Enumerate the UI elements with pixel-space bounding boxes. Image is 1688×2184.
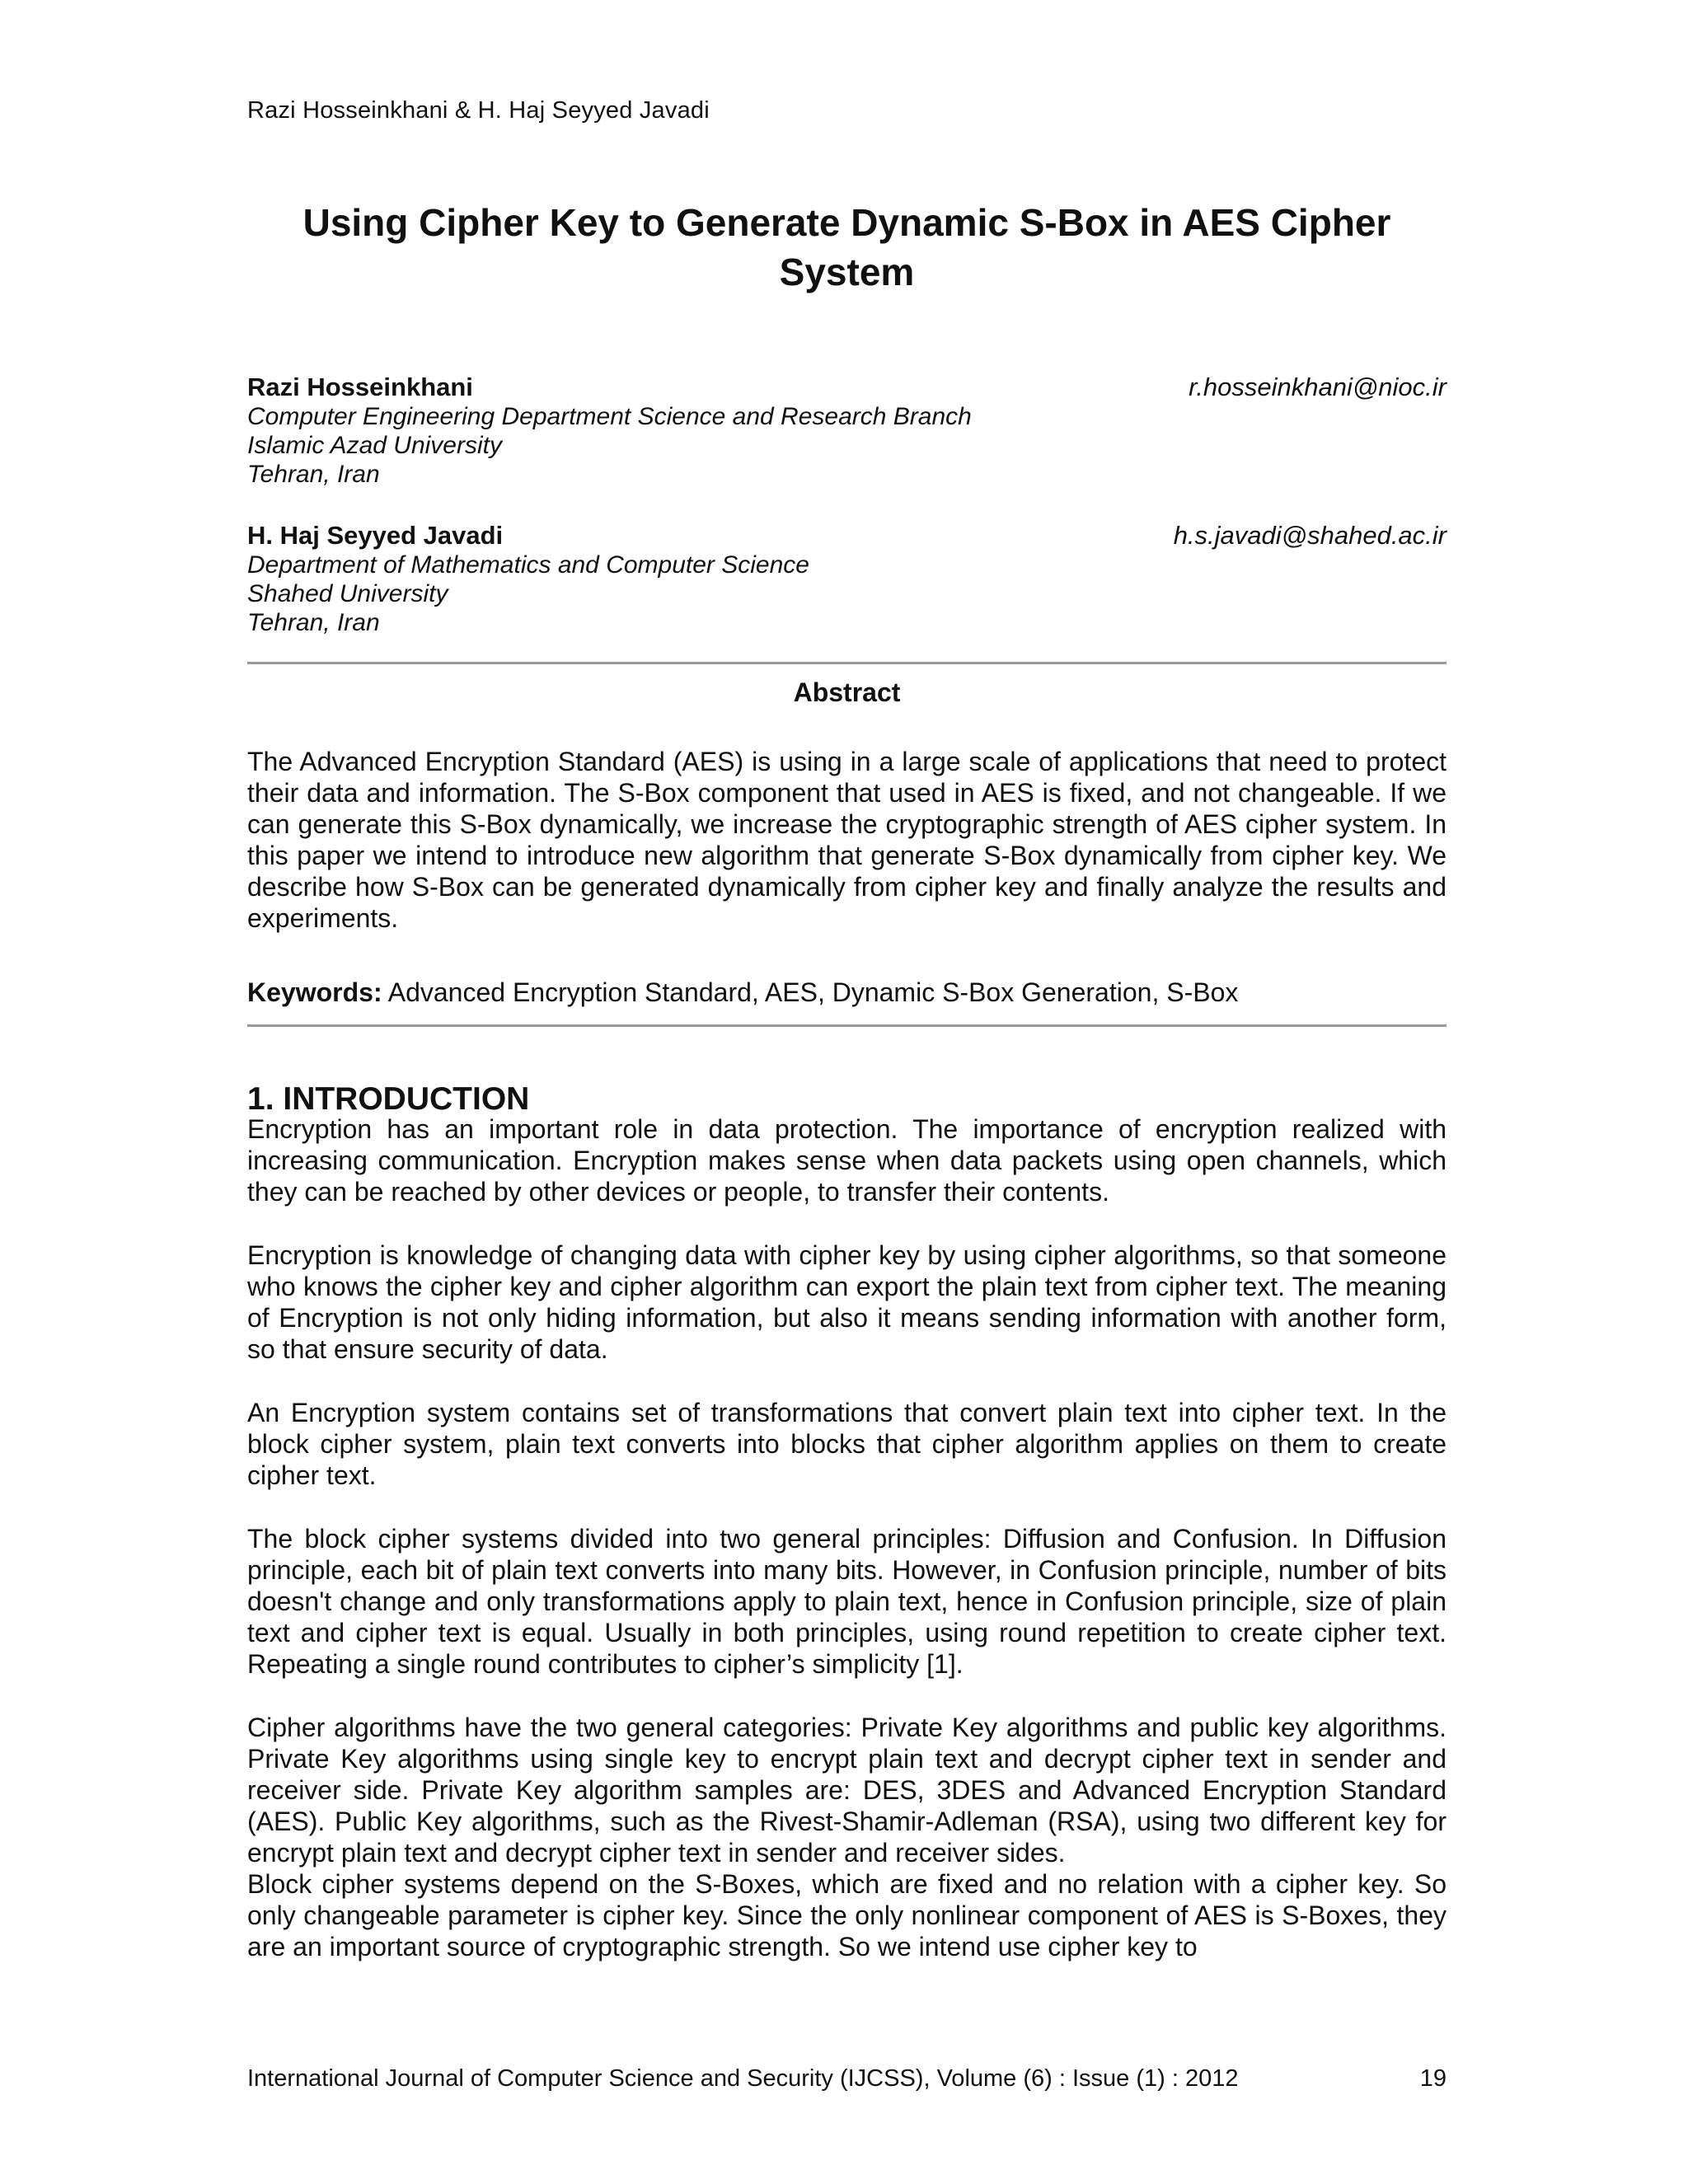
page-number: 19 [1419,2065,1447,2092]
intro-paragraph-4: The block cipher systems divided into two general principles: Diffusion and Confusion. In Diffusion principle, each bit of plain text converts into many bits. However, in Confusion principle, number of bits doesn't change and only transformations apply to plain text, hence in Confusion principle, size of plain text and cipher text is equal. Usually in both principles, using round repetition to create cipher text. Repeating a single round contributes to cipher’s simplicity [1]. [247,1524,1447,1679]
journal-citation: International Journal of Computer Science and Security (IJCSS), Volume (6) : Issue (1) : 2012 [247,2065,1239,2092]
page-footer [247,2065,1447,2093]
section-heading-introduction: 1. INTRODUCTION [247,1081,530,1117]
author-affiliation-line: Tehran, Iran [247,461,380,488]
author-name: Razi Hosseinkhani [247,373,473,401]
intro-paragraph-6: Block cipher systems depend on the S-Boxes, which are fixed and no relation with a cipher key. So only changeable parameter is cipher key. Since the only nonlinear component of AES is S-Boxes, they are an important source of cryptographic strength. So we intend use cipher key to [247,1869,1447,1961]
author-affiliation-line: Tehran, Iran [247,609,380,636]
author-email[interactable]: r.hosseinkhani@nioc.ir [1189,373,1447,401]
intro-paragraph-3: An Encryption system contains set of transformations that convert plain text into cipher text. In the block cipher system, plain text converts into blocks that cipher algorithm applies on them to create cipher text. [247,1398,1447,1490]
abstract-heading: Abstract [793,677,901,707]
intro-paragraph-5: Cipher algorithms have the two general categories: Private Key algorithms and public key algorithms. Private Key algorithms using single key to encrypt plain text and decrypt cipher text in sender and receiver side. Private Key algorithm samples are: DES, 3DES and Advanced Encryption Standard (AES). Public Key algorithms, such as the Rivest-Shamir-Adleman (RSA), using two different key for encrypt plain text and decrypt cipher text in sender and receiver sides. [247,1713,1447,1868]
author-email[interactable]: h.s.javadi@shahed.ac.ir [1173,521,1447,550]
intro-paragraph-2: Encryption is knowledge of changing data with cipher key by using cipher algorithms, so that someone who knows the cipher key and cipher algorithm can export the plain text from cipher text. The meaning of Encryption is not only hiding information, but also it means sending information with another form, so that ensure security of data. [247,1240,1447,1364]
keywords [247,977,1447,1008]
intro-paragraph-1: Encryption has an important role in data protection. The importance of encryption realized with increasing communication. Encryption makes sense when data packets using open channels, which they can be reached by other devices or people, to transfer their contents. [247,1114,1447,1207]
author-block-1 [247,373,1447,489]
running-head: Razi Hosseinkhani & H. Haj Seyyed Javadi [247,97,710,124]
author-affiliation-line: Shahed University [247,580,448,607]
keywords-text: Advanced Encryption Standard, AES, Dynamic S-Box Generation, S-Box [382,977,1239,1007]
paper-title: Using Cipher Key to Generate Dynamic S-Box in AES Cipher System [302,201,1391,293]
author-affiliation-line: Department of Mathematics and Computer Science [247,551,809,579]
divider-bottom [247,1024,1447,1027]
keywords-label: Keywords: [247,977,382,1007]
author-name: H. Haj Seyyed Javadi [247,521,504,550]
divider-top [247,662,1447,664]
author-affiliation-line: Islamic Azad University [247,432,502,459]
author-affiliation-line: Computer Engineering Department Science and Research Branch [247,403,972,430]
abstract-text: The Advanced Encryption Standard (AES) is using in a large scale of applications that need to protect their data and information. The S-Box component that used in AES is fixed, and not changeable. If we can generate this S-Box dynamically, we increase the cryptographic strength of AES cipher system. In this paper we intend to introduce new algorithm that generate S-Box dynamically from cipher key. We describe how S-Box can be generated dynamically from cipher key and finally analyze the results and experiments. [247,747,1447,933]
author-block-2 [247,521,1447,637]
